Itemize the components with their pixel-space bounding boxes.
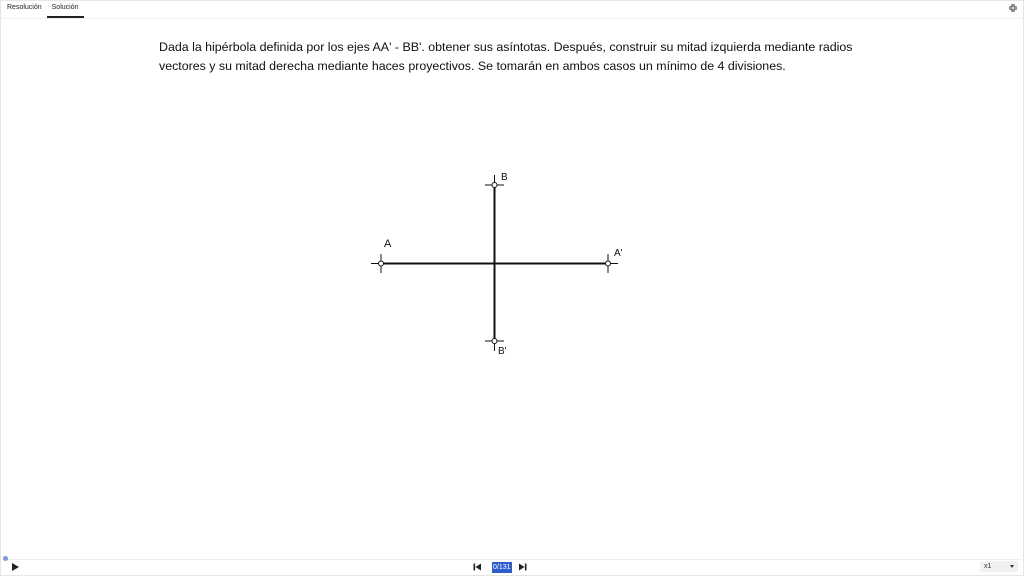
timeline-handle[interactable] [3, 556, 8, 561]
skip-back-icon[interactable] [472, 562, 482, 572]
tab-resolucion[interactable]: Resolución [7, 4, 42, 11]
problem-statement: Dada la hipérbola definida por los ejes AA' - BB'. obtener sus asíntotas. Después, construir su mitad izquierda mediante radios vectores y su mitad derecha mediante haces proyectivos. Se tomarán en ambos casos un mínimo de 4 divisiones. [159, 40, 853, 73]
step-controls [472, 561, 528, 573]
label-b: B [501, 172, 508, 183]
speed-select[interactable] [980, 561, 1018, 572]
label-a-prime: A' [614, 248, 623, 259]
chevron-down-icon [1010, 565, 1014, 568]
speed-value: x1 [984, 563, 992, 570]
label-b-prime: B' [498, 346, 507, 357]
collapse-arrows-icon[interactable] [1008, 3, 1018, 13]
label-a: A [384, 238, 392, 250]
tab-solucion[interactable]: Solución [47, 0, 84, 18]
skip-forward-icon[interactable] [518, 562, 528, 572]
play-icon[interactable] [10, 562, 20, 572]
tab-divider [0, 18, 1024, 19]
tab-bar [0, 0, 84, 18]
step-counter[interactable]: 0/131 [493, 563, 511, 571]
timeline-track[interactable] [6, 559, 1022, 560]
